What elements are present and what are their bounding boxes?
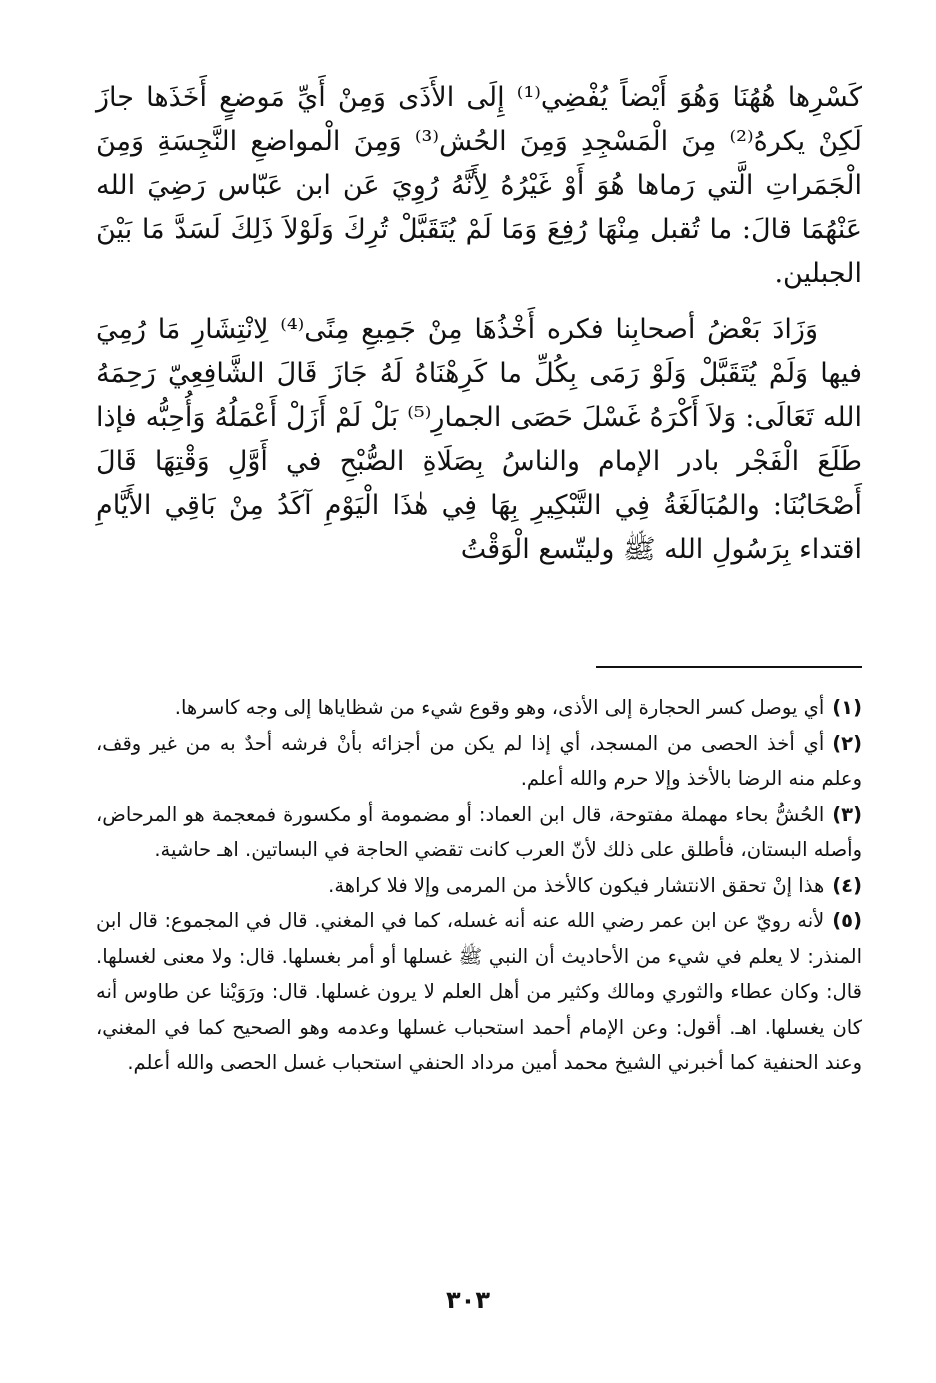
footnotes — [96, 690, 862, 1081]
footnote-text: هذا إنْ تحقق الانتشار فيكون كالأخذ من المرمى وإلا فلا كراهة. — [328, 873, 825, 897]
footnote-text: أي أخذ الحصى من المسجد، أي إذا لم يكن من أجزائه بأنْ فرشه أحدٌ به من غير وقف، وعلم منه الرضا بالأخذ وإلا حرم والله أعلم. — [96, 731, 862, 790]
footnote — [96, 690, 862, 726]
footnote-number: (٣) — [832, 802, 862, 826]
main-text — [96, 76, 862, 572]
footnote-text: لأنه رويّ عن ابن عمر رضي الله عنه أنه غسله، كما في المغني. قال في المجموع: قال ابن المنذر: لا يعلم في شيء من الأحاديث أن النبي ﷺ غسلها أو أمر بغسلها. قال: ولا معنى لغسلها. قال: وكان عطاء والثوري ومالك وكثير من أهل العلم لا يرون غسلها. قال: ورَوَيْنا عن طاوس أنه كان يغسلها. اهـ. أقول: وعن الإمام أحمد استحباب غسلها وعدمه وهو الصحيح كما في المغني، وعند الحنفية كما أخبرني الشيخ محمد أمين مرداد الحنفي استحباب غسل الحصى والله أعلم. — [96, 909, 862, 1074]
footnote-text: أي يوصل كسر الحجارة إلى الأذى، وهو وقوع شيء من شظاياها إلى وجه كاسرها. — [174, 696, 825, 719]
footnote-text: الحُشُّ بحاء مهملة مفتوحة، قال ابن العماد: أو مضمومة أو مكسورة فمعجمة هو المرحاض، وأصله البستان، فأطلق على ذلك لأنّ العرب كانت تقضي الحاجة في البساتين. اهـ حاشية. — [96, 802, 862, 861]
footnote-number: (٥) — [832, 909, 862, 932]
footnote — [96, 868, 862, 904]
main-paragraph: وَزَادَ بَعْضُ أصحابِنا فكره أَخْذُهَا مِنْ جَمِيعِ مِنًى⁽⁴⁾ لِانْتِشَارِ مَا رُمِيَ فيها وَلَمْ يُتَقَبَّلْ وَلَوْ رَمَى بِكُلِّ ما كَرِهْنَاهُ لَهُ جَازَ قَالَ الشَّافِعِيّ رَحِمَهُ الله تَعَالَى: وَلاَ أَكْرَهُ غَسْلَ حَصَى الجمارِ⁽⁵⁾ بَلْ لَمْ أَزَلْ أَعْمَلُهُ وَأُحِبُّه فإذا طَلَعَ الْفَجْر بادر الإمام والناسُ بِصَلَاةِ الصُّبْحِ في أَوَّلِ وَقْتِهَا قَالَ أَصْحَابُنَا: والمُبَالَغَةُ فِي التَّبْكِيرِ بِهَا فِي هٰذَا الْيَوْمِ آكَدُ مِنْ بَاقِي الأَيَّامِ اقتداء بِرَسُولِ الله ﷺ وليتّسع الْوَقْتُ — [96, 314, 863, 565]
footnote — [96, 726, 862, 797]
page-number: ٣٠٣ — [446, 1286, 490, 1314]
footnote — [96, 903, 862, 1081]
footnote-separator — [596, 666, 862, 668]
footnote — [96, 797, 862, 868]
footnote-number: (١) — [832, 696, 862, 719]
footnote-number: (٢) — [832, 731, 862, 755]
main-paragraph: كَسْرِها هُهُنَا وَهُوَ أَيْضاً يُفْضِي⁽¹⁾ إِلَى الأَذَى وَمِنْ أَيِّ مَوضعٍ أَخَذَها جازَ لَكِنْ يكرهُ⁽²⁾ مِنَ الْمَسْجِدِ وَمِنَ الحُش⁽³⁾ وَمِنَ الْمواضعِ النَّجِسَةِ وَمِنَ الْجَمَراتِ الَّتي رَماها هُوَ أَوْ غَيْرُهُ لِأَنَّهُ رُوِيَ عَن ابن عَبّاس رَضِيَ الله عَنْهُمَا قالَ: ما تُقبل مِنْهَا رُفِعَ وَمَا لَمْ يُتَقَبَّلْ تُرِكَ وَلَوْلاَ ذَلِكَ لَسَدَّ مَا بَيْنَ الجبلين. — [96, 82, 862, 289]
footnote-number: (٤) — [832, 873, 862, 897]
